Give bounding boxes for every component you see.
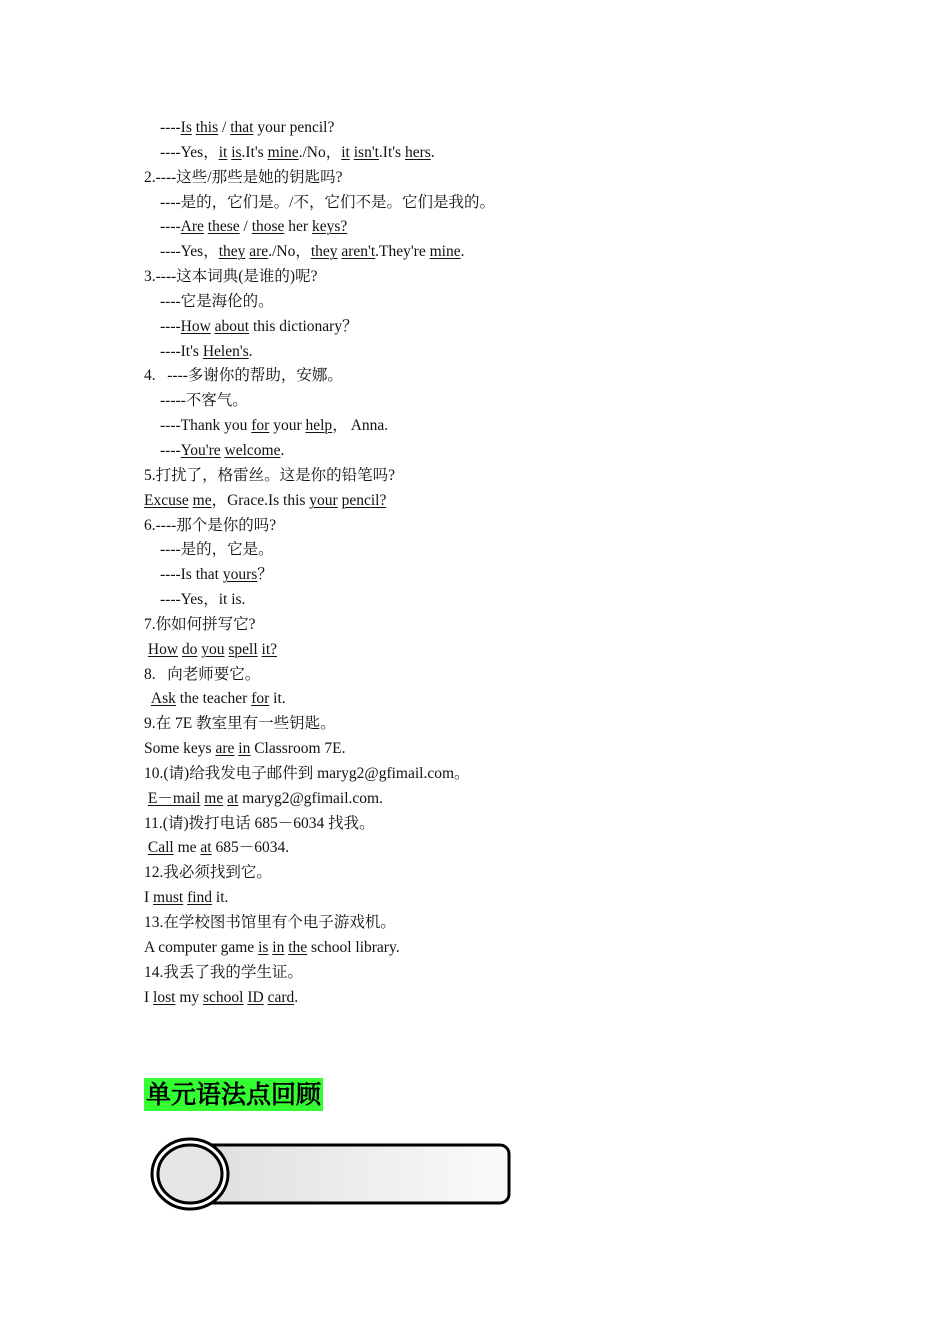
text-segment: .It's	[241, 143, 268, 161]
underlined-answer: is	[258, 938, 269, 956]
text-line	[144, 389, 844, 414]
text-segment: 11.(请)拨打电话 685－6034 找我。	[144, 814, 375, 832]
text-segment: .	[248, 342, 253, 360]
text-line	[144, 687, 844, 712]
underlined-answer: for	[251, 417, 270, 435]
text-segment: ----Yes，it is.	[160, 591, 246, 609]
underlined-answer: you	[201, 640, 225, 658]
text-segment: 2.----这些/那些是她的钥匙吗?	[144, 168, 343, 186]
text-line	[144, 538, 844, 563]
text-segment: I	[144, 889, 154, 907]
underlined-answer: Are	[180, 218, 204, 236]
underlined-answer: these	[207, 218, 240, 236]
decorative-pill-banner	[150, 1136, 512, 1212]
text-line	[144, 588, 844, 613]
underlined-answer: in	[272, 938, 285, 956]
underlined-answer: do	[181, 640, 198, 658]
underlined-answer: your	[309, 491, 338, 509]
text-segment: it.	[212, 889, 229, 907]
text-segment: ----	[160, 317, 181, 335]
text-segment: 4. ----多谢你的帮助，安娜。	[144, 367, 343, 385]
underlined-answer: at	[227, 789, 239, 807]
document-body	[144, 116, 844, 1010]
text-line	[144, 116, 844, 141]
underlined-answer: keys?	[311, 218, 348, 236]
underlined-answer: they	[218, 243, 246, 261]
text-segment: ./No，	[268, 243, 311, 261]
underlined-answer: ID	[247, 988, 264, 1006]
text-segment: ----它是海伦的。	[160, 292, 274, 310]
text-segment: Classroom 7E.	[250, 740, 346, 758]
text-segment: 6.----那个是你的吗?	[144, 516, 277, 534]
text-segment: ----Yes，	[160, 243, 219, 261]
underlined-answer: is	[231, 143, 242, 161]
underlined-answer: they	[310, 243, 338, 261]
text-line	[144, 712, 844, 737]
underlined-answer: me	[192, 491, 212, 509]
text-line	[144, 464, 844, 489]
text-line	[144, 315, 844, 340]
underlined-answer: are	[215, 740, 235, 758]
text-segment: 12.我必须找到它。	[144, 864, 272, 882]
section-heading: 单元语法点回顾	[146, 1080, 322, 1109]
text-segment: I	[144, 988, 154, 1006]
text-segment: .	[430, 143, 435, 161]
underlined-answer: lost	[153, 988, 176, 1006]
underlined-answer: Ask	[150, 690, 176, 708]
underlined-answer: are	[249, 243, 269, 261]
underlined-answer: school	[203, 988, 244, 1006]
text-segment: ？	[257, 566, 273, 584]
text-segment: ----Thank you	[160, 417, 252, 435]
text-segment: ----	[160, 218, 181, 236]
underlined-answer: welcome	[224, 441, 281, 459]
text-segment: 8. 向老师要它。	[144, 665, 261, 683]
underlined-answer: Excuse	[144, 491, 189, 509]
text-segment: 685－6034.	[211, 839, 290, 857]
text-line	[144, 762, 844, 787]
text-segment: 9.在 7E 教室里有一些钥匙。	[144, 715, 336, 733]
text-line	[144, 961, 844, 986]
underlined-answer: You're	[180, 441, 221, 459]
text-line	[144, 613, 844, 638]
text-line	[144, 439, 844, 464]
text-segment: .	[294, 988, 299, 1006]
text-segment: ./No，	[298, 143, 342, 161]
text-segment: school library.	[307, 938, 400, 956]
text-segment: .	[460, 243, 465, 261]
text-line	[144, 737, 844, 762]
underlined-answer: spell	[228, 640, 258, 658]
text-line	[144, 638, 844, 663]
text-line	[144, 240, 844, 265]
text-segment: A computer game	[144, 938, 259, 956]
text-segment	[144, 690, 151, 707]
underlined-answer: about	[214, 317, 250, 335]
text-line	[144, 166, 844, 191]
text-line	[144, 340, 844, 365]
underlined-answer: card	[267, 988, 295, 1006]
underlined-answer: those	[251, 218, 285, 236]
text-segment: ----Is that	[160, 566, 223, 584]
underlined-answer: at	[200, 839, 212, 857]
text-segment: the teacher	[175, 690, 252, 708]
underlined-answer: isn't	[353, 143, 379, 161]
text-segment: ----	[160, 119, 181, 136]
text-segment: .They're	[375, 243, 430, 261]
text-segment: me	[173, 839, 201, 857]
text-line	[144, 836, 844, 861]
underlined-answer: pencil?	[341, 491, 387, 509]
text-segment: ----It's	[160, 342, 203, 360]
underlined-answer: Is	[180, 119, 192, 136]
text-segment: .It's	[378, 143, 405, 161]
underlined-answer: aren't	[341, 243, 376, 261]
text-line	[144, 886, 844, 911]
text-segment: .	[280, 441, 285, 459]
text-segment: 3.----这本词典(是谁的)呢?	[144, 268, 318, 286]
underlined-answer: help	[305, 417, 333, 435]
text-line	[144, 514, 844, 539]
underlined-answer: How	[180, 317, 211, 335]
text-segment: ----	[160, 441, 181, 459]
underlined-answer: How	[147, 640, 179, 658]
underlined-answer: it	[218, 143, 228, 161]
underlined-answer: the	[288, 938, 308, 956]
text-line	[144, 861, 844, 886]
underlined-answer: hers	[404, 143, 431, 161]
underlined-answer: Call	[147, 839, 174, 857]
text-segment: 14.我丢了我的学生证。	[144, 963, 303, 981]
text-line	[144, 290, 844, 315]
text-line	[144, 414, 844, 439]
text-segment: 10.(请)给我发电子邮件到 maryg2@gfimail.com。	[144, 764, 470, 782]
text-line	[144, 141, 844, 166]
text-segment: 13.在学校图书馆里有个电子游戏机。	[144, 914, 396, 931]
text-line	[144, 563, 844, 588]
underlined-answer: yours	[222, 566, 258, 584]
text-segment: 5.打扰了，格雷丝。这是你的铅笔吗?	[144, 466, 396, 484]
underlined-answer: me	[204, 789, 224, 807]
text-segment: ， Anna.	[332, 417, 389, 435]
underlined-answer: for	[251, 690, 270, 708]
text-segment: /	[218, 119, 231, 136]
text-line	[144, 215, 844, 240]
text-segment: this dictionary？	[249, 317, 358, 335]
text-line	[144, 787, 844, 812]
text-segment: ----是的，它们是。/不，它们不是。它们是我的。	[160, 193, 495, 211]
text-segment: your	[269, 417, 306, 435]
text-segment: ----是的，它是。	[160, 541, 274, 559]
text-segment: Some keys	[144, 740, 216, 758]
text-line	[144, 191, 844, 216]
text-line	[144, 265, 844, 290]
underlined-answer: this	[195, 119, 219, 136]
underlined-answer: Helen's	[202, 342, 249, 360]
pill-inner-circle	[158, 1145, 222, 1203]
text-line	[144, 663, 844, 688]
text-segment: maryg2@gfimail.com.	[238, 789, 383, 807]
text-line	[144, 489, 844, 514]
text-segment: -----不客气。	[160, 392, 248, 410]
text-line	[144, 911, 844, 936]
section-heading-wrap	[144, 1078, 323, 1111]
text-line	[144, 364, 844, 389]
text-segment: my	[175, 988, 204, 1006]
text-line	[144, 986, 844, 1011]
underlined-answer: it	[341, 143, 350, 161]
text-segment: ----Yes，	[160, 143, 219, 161]
text-segment: her	[284, 218, 312, 236]
text-line	[144, 936, 844, 961]
underlined-answer: mine	[267, 143, 299, 161]
text-segment: /	[239, 218, 252, 236]
underlined-answer: must	[153, 889, 184, 907]
text-line	[144, 812, 844, 837]
text-segment: your pencil?	[253, 119, 335, 136]
text-segment: ，Grace.Is this	[211, 491, 310, 509]
underlined-answer: in	[238, 740, 251, 758]
underlined-answer: E－mail	[147, 789, 201, 807]
underlined-answer: it?	[261, 640, 278, 658]
text-segment: it.	[269, 690, 286, 708]
underlined-answer: mine	[429, 243, 461, 261]
underlined-answer: find	[187, 889, 213, 907]
text-segment: 7.你如何拼写它?	[144, 615, 256, 633]
underlined-answer: that	[230, 119, 254, 136]
